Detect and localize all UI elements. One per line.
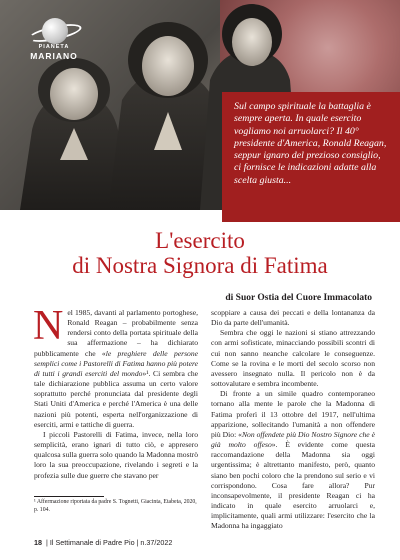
logo-planet-icon [42, 18, 68, 44]
teaser-box [222, 92, 400, 222]
madonna-quote: Non offendete più Dio Nostro Signore che è già molto offeso [211, 429, 375, 450]
logo-line2: MARIANO [30, 51, 78, 61]
title-line1: L'esercito [155, 228, 245, 253]
footnote: ¹ Affermazione riportata da padre S. Tognetti, Giacinta, Etabeta, 2020, p. 104. [34, 499, 197, 513]
pianeta-mariano-logo [14, 18, 94, 60]
teaser-text: Sul campo spirituale la battaglia è sempre aperta. In quale esercito vogliamo noi arruolarci? Il 40° presidente d'America, Ronald Reagan, seppur ignaro del prezioso consiglio, ci fornisce le indicazioni adatte alla scelta giusta... [234, 101, 387, 186]
footnote-divider [34, 496, 104, 497]
left-paragraph-2: I piccoli Pastorelli di Fatima, invece, nella loro semplicità, erano ignari di tutto ciò, e appresero qualcosa sulla guerra solo quando la Madonna mostrò loro la sua preoccupazione, rivelando i segreti e la profezia sulle due guerre che stavano per [34, 429, 198, 480]
article-title [0, 228, 400, 278]
right-p3-a: Di fronte a un simile quadro contemporaneo tornano alla mente le parole che la Madonna di Fatima proferì il 13 ottobre del 1917, nell'ultima apparizione, sollecitando l'umanità a non offendere più Dio: « [211, 389, 375, 439]
drop-cap: N [33, 303, 64, 349]
right-column [211, 308, 375, 531]
right-paragraph-1: scoppiare a causa dei peccati e della lontananza da Dio da parte dell'umanità. [211, 308, 375, 328]
right-paragraph-2: Sembra che oggi le nazioni si stiano attrezzando con armi sofisticate, minacciando possibili scontri di cui non sanno neanche calcolare le conseguenze. Come se la rovina e le morti del secolo scorso non avessero insegnato nulla. Il pericolo non è da sottovalutare e sembra incombente. [211, 328, 375, 389]
left-p1-b: »¹. Ci sembra che tale dichiarazione pubblica assuma un certo valore soprattutto perché pronunciata dal presidente degli Stati Uniti d'America e perché l'America è una delle nazioni più potenti, esperta nell'organizzazione di eserciti, armi e tattiche di guerra. [34, 368, 199, 429]
right-p3-b: ». È evidente come questa raccomandazione della Madonna sia oggi urgentissima; è altrettanto manifesto, però, quanto siano ben pochi coloro che la prendono sul serio e vi corrispondono. Cosa fare allora? Pur inconsapevolmente, il presidente Reagan ci ha indicato in quale esercito arruolarci e, implicitamente, quali armi utilizzare: l'esercito che la Madonna ha ingaggiato [211, 440, 375, 531]
title-line2: di Nostra Signora di Fatima [72, 253, 328, 278]
left-p1-a: el 1985, davanti al parlamento portoghese, Ronald Reagan – probabilmente senza rendersi conto della portata spirituale della sua affermazione – ha dichiarato pubblicamente che « [34, 308, 198, 358]
right-paragraph-3 [211, 389, 375, 531]
page-number: 18 [34, 538, 42, 547]
left-paragraph-1 [33, 303, 199, 430]
left-column [33, 303, 199, 481]
article-author: di Suor Ostia del Cuore Immacolato [225, 293, 372, 303]
reagan-quote: le preghiere delle persone semplici come i Pastorelli di Fatima hanno più potere di tutti i grandi eserciti del mondo [34, 348, 198, 378]
page-footer [34, 538, 172, 547]
publication-name: | Il Settimanale di Padre Pio | n.37/2022 [46, 538, 173, 547]
logo-line1: PIANETA [38, 44, 70, 50]
